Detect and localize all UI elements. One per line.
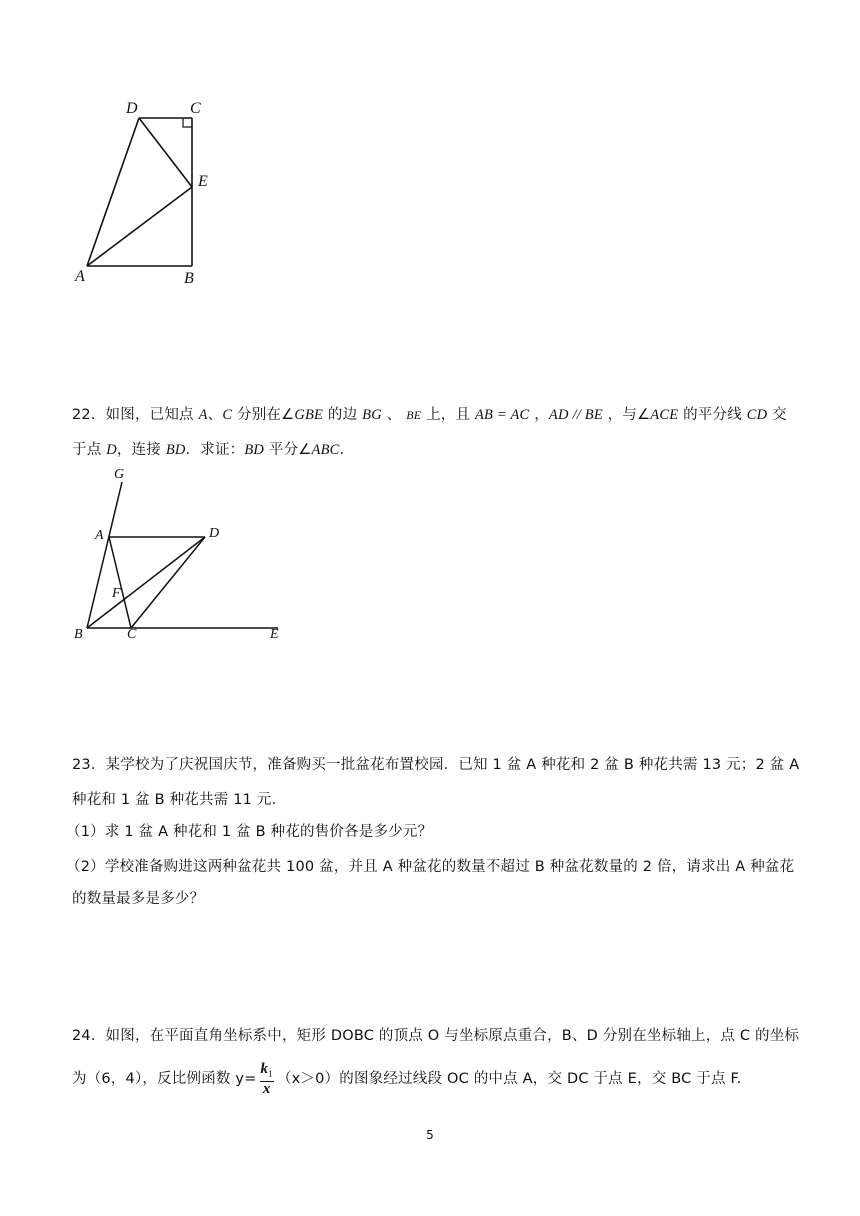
question-23-line-1: 23．某学校为了庆祝国庆节，准备购买一批盆花布置校园．已知 1 盆 A 种花和 2 盆 B 种花共需 13 元；2 盆 A	[72, 757, 800, 773]
segment-bd	[87, 537, 205, 628]
question-23-line-5: 的数量最多是多少？	[72, 891, 205, 907]
math-parallel: AD // BE	[548, 407, 603, 423]
text: 交	[767, 407, 787, 423]
label-f: F	[112, 586, 121, 601]
text: ，与∠	[602, 407, 651, 423]
label-e: E	[198, 173, 208, 190]
question-23-part-2: （2）学校准备购进这两种盆花共 100 盆，并且 A 种盆花的数量不超过 B 种盆花数量的 2 倍，请求出 A 种盆花	[66, 859, 795, 875]
math-var: BE	[406, 408, 422, 422]
label-c: C	[127, 627, 137, 642]
label-a: A	[75, 268, 85, 285]
math-var: A	[198, 407, 208, 423]
math-var: GBE	[294, 407, 324, 423]
math-var: C	[222, 407, 233, 423]
text: 的平分线	[678, 407, 747, 423]
math-var: D	[106, 442, 117, 458]
text: 的边	[323, 407, 363, 423]
segment-ac	[109, 537, 131, 628]
text: 为（6，4），反比例函数 y=	[72, 1071, 257, 1087]
math-var: ACE	[650, 407, 679, 423]
text: ．	[339, 442, 355, 458]
text: ．求证：	[185, 442, 245, 458]
page-number: 5	[426, 1128, 434, 1142]
fraction-numerator: k	[260, 1061, 269, 1077]
math-equation: AB = AC	[474, 407, 530, 423]
text: ，	[529, 407, 549, 423]
text: 、	[381, 407, 407, 423]
text: ，连接	[116, 442, 166, 458]
label-b: B	[74, 627, 83, 642]
label-g: G	[114, 467, 125, 482]
math-var: ABC	[311, 442, 340, 458]
fraction-k1-over-x	[260, 1062, 274, 1096]
ray-bg	[87, 482, 122, 628]
question-23-part-1: （1）求 1 盆 A 种花和 1 盆 B 种花的售价各是多少元？	[66, 824, 433, 840]
text: 22．如图，已知点	[72, 407, 199, 423]
math-var: BD	[244, 442, 265, 458]
math-var: BG	[362, 407, 382, 423]
text: 、	[207, 407, 223, 423]
fraction-denominator: x	[262, 1081, 271, 1097]
question-24-line-2	[72, 1061, 742, 1097]
math-var: BD	[165, 442, 186, 458]
text: 于点	[72, 442, 107, 458]
segment-cd	[131, 537, 205, 628]
question-24-line-1: 24．如图，在平面直角坐标系中，矩形 DOBC 的顶点 O 与坐标原点重合，B、D 分别在坐标轴上，点 C 的坐标	[72, 1028, 800, 1044]
question-23-line-2: 种花和 1 盆 B 种花共需 11 元．	[72, 792, 287, 808]
label-d: D	[126, 100, 138, 117]
label-a: A	[95, 528, 104, 543]
fraction-subscript: 1	[268, 1069, 273, 1079]
label-c: C	[190, 100, 201, 117]
label-b: B	[184, 270, 194, 287]
label-d: D	[209, 526, 220, 541]
text: 上，且	[421, 407, 475, 423]
math-var: CD	[746, 407, 768, 423]
text: （x＞0）的图象经过线段 OC 的中点 A，交 DC 于点 E，交 BC 于点 F.	[276, 1071, 742, 1087]
text: 平分∠	[264, 442, 312, 458]
label-e: E	[270, 627, 279, 642]
text: 分别在∠	[232, 407, 295, 423]
